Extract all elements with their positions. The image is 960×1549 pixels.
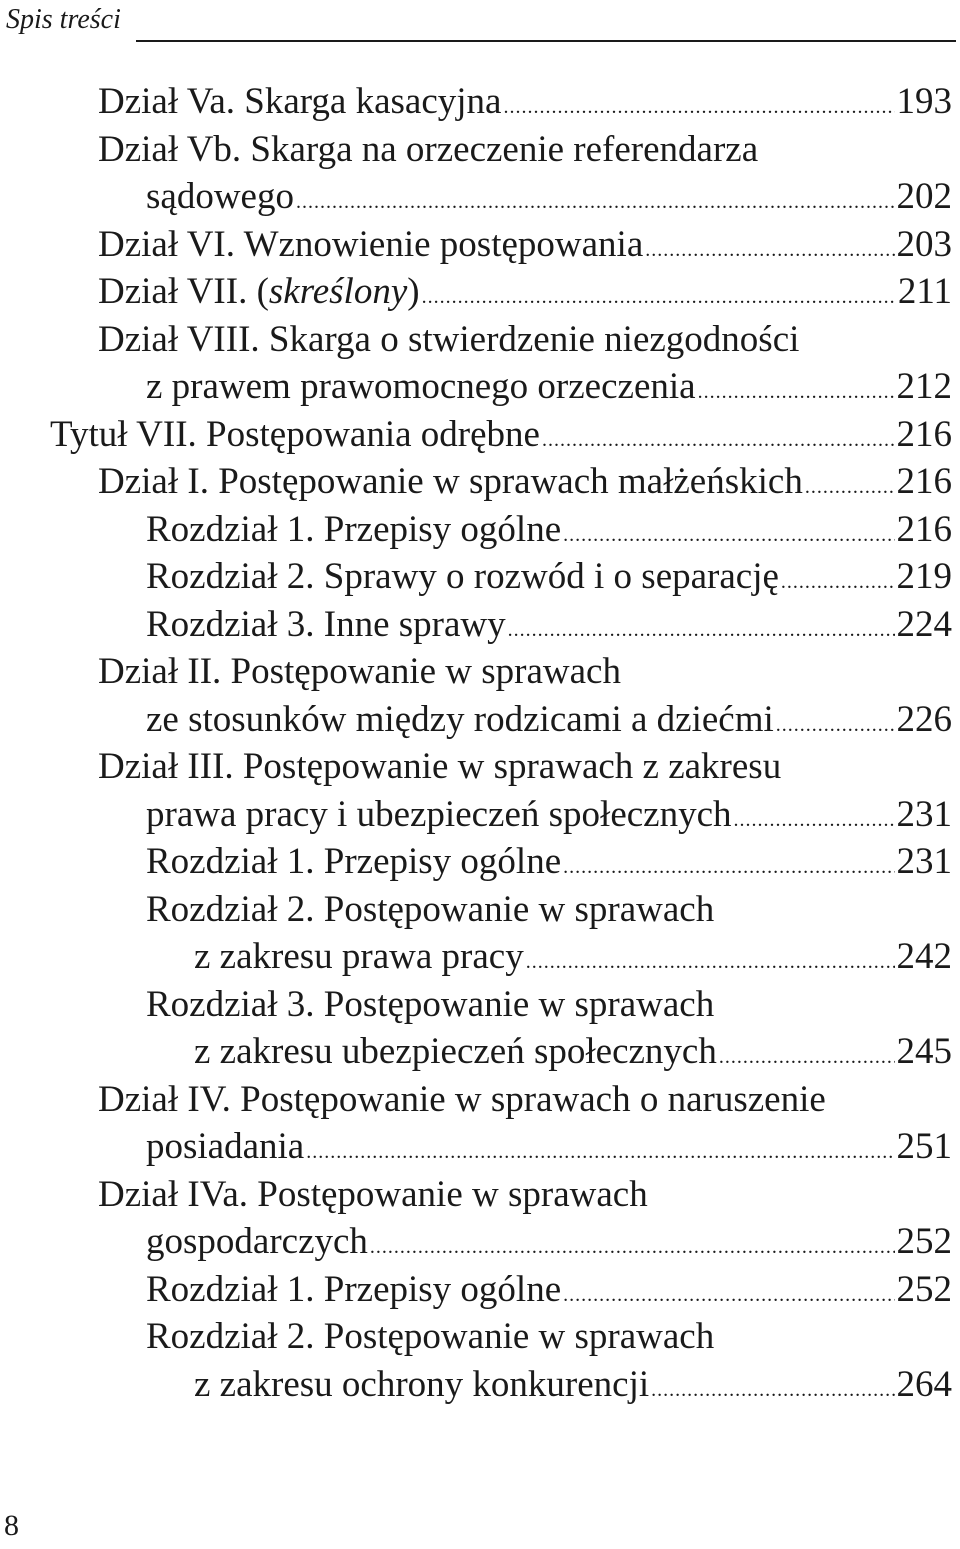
toc-entry-label: z prawem prawomocnego orzeczenia — [146, 366, 696, 407]
toc-entry-page: 203 — [896, 223, 952, 265]
toc-entry-label — [98, 268, 420, 316]
toc-entry-label: prawa pracy i ubezpieczeń społecznych — [146, 793, 732, 835]
toc-entry-page: 224 — [896, 603, 952, 645]
toc-dot-leader — [542, 417, 895, 465]
page-number: 8 — [4, 1509, 19, 1542]
toc-entry-label: Dział VIII. Skarga o stwierdzenie niezgodności — [98, 318, 800, 360]
toc-dot-leader — [719, 1034, 895, 1082]
toc-entry-label: Rozdział 2. Postępowanie w sprawach — [146, 888, 715, 930]
toc-dot-leader — [563, 512, 894, 560]
toc-dot-leader — [776, 702, 895, 750]
toc-entry — [0, 1076, 960, 1124]
toc-entry — [0, 316, 960, 364]
toc-entry-label: Rozdział 3. Inne sprawy — [146, 603, 506, 645]
toc-entry-label-prefix: Dział VII. ( — [98, 271, 269, 312]
toc-entry-page: 231 — [896, 841, 952, 882]
toc-dot-leader — [645, 227, 894, 275]
toc-entry — [0, 696, 960, 744]
toc-entry — [0, 553, 960, 601]
toc-entry — [0, 838, 960, 886]
toc-dot-leader — [651, 1367, 894, 1415]
toc-entry-label-suffix: ) — [407, 271, 420, 312]
toc-entry-page: 216 — [896, 413, 952, 455]
toc-entry-page: 242 — [896, 936, 952, 977]
toc-entry — [0, 126, 960, 174]
toc-entry-label: ze stosunków między rodzicami a dziećmi — [146, 698, 774, 740]
toc-entry-label: Dział III. Postępowanie w sprawach z zakresu — [98, 746, 782, 787]
toc-entry-page: 252 — [896, 1221, 952, 1262]
toc-entry-label: Dział II. Postępowanie w sprawach — [98, 651, 621, 692]
toc-entry-label-italic: skreślony — [268, 271, 408, 312]
toc-entry-label: Dział Vb. Skarga na orzeczenie referendarza — [98, 128, 759, 170]
toc-entry-page: 216 — [896, 461, 952, 502]
toc-entry-label: Tytuł VII. Postępowania odrębne — [50, 413, 540, 455]
toc-entry — [0, 1361, 960, 1409]
toc-dot-leader — [306, 1129, 894, 1177]
header-rule — [136, 40, 956, 42]
toc-entry-page: 216 — [896, 508, 952, 550]
toc-entry — [0, 173, 960, 221]
toc-entry-page: 231 — [896, 793, 952, 835]
toc-entry — [0, 1171, 960, 1219]
toc-entry — [0, 601, 960, 649]
toc-entry — [0, 78, 960, 126]
toc-dot-leader — [503, 84, 894, 132]
toc-entry-label: Rozdział 1. Przepisy ogólne — [146, 508, 562, 550]
toc-dot-leader — [734, 797, 895, 845]
toc-dot-leader — [370, 1224, 895, 1272]
toc-entry-page: 245 — [896, 1031, 952, 1072]
toc-entry-page: 219 — [896, 556, 952, 597]
toc-dot-leader — [296, 179, 895, 227]
toc-entry-label: gospodarczych — [146, 1221, 368, 1262]
toc-entry — [0, 1123, 960, 1171]
table-of-contents — [0, 78, 960, 1408]
toc-dot-leader — [422, 274, 896, 322]
toc-entry — [0, 1028, 960, 1076]
toc-entry — [0, 1313, 960, 1361]
toc-dot-leader — [781, 559, 895, 607]
toc-entry-page: 193 — [896, 81, 952, 122]
toc-dot-leader — [508, 607, 895, 655]
toc-entry-label: sądowego — [146, 176, 294, 217]
toc-entry — [0, 1266, 960, 1314]
toc-dot-leader — [805, 464, 895, 512]
toc-dot-leader — [563, 1272, 894, 1320]
toc-entry — [0, 981, 960, 1029]
toc-entry-label: Rozdział 2. Postępowanie w sprawach — [146, 1316, 715, 1357]
toc-entry-label: Rozdział 3. Postępowanie w sprawach — [146, 983, 715, 1025]
toc-entry-label: Dział IVa. Postępowanie w sprawach — [98, 1173, 648, 1215]
toc-entry-page: 226 — [896, 698, 952, 740]
toc-entry — [0, 221, 960, 269]
toc-entry-label: Rozdział 1. Przepisy ogólne — [146, 1268, 562, 1310]
toc-entry-page: 264 — [896, 1363, 952, 1405]
toc-entry-label: Dział I. Postępowanie w sprawach małżeńskich — [98, 461, 803, 502]
toc-entry-label: z zakresu ubezpieczeń społecznych — [194, 1031, 717, 1072]
toc-entry-label: Dział VI. Wznowienie postępowania — [98, 223, 644, 265]
toc-entry — [0, 268, 960, 316]
toc-entry — [0, 648, 960, 696]
toc-entry-page: 202 — [896, 176, 952, 217]
toc-entry — [0, 933, 960, 981]
toc-entry — [0, 886, 960, 934]
toc-entry — [0, 1218, 960, 1266]
toc-entry — [0, 743, 960, 791]
toc-entry — [0, 458, 960, 506]
running-header-title: Spis treści — [6, 4, 121, 35]
toc-entry-label: z zakresu prawa pracy — [194, 936, 524, 977]
toc-entry-page: 211 — [897, 271, 952, 312]
toc-entry-label: Rozdział 1. Przepisy ogólne — [146, 841, 562, 882]
toc-entry-label: posiadania — [146, 1126, 305, 1167]
toc-entry-page: 212 — [896, 366, 952, 407]
toc-entry — [0, 411, 960, 459]
toc-entry-page: 252 — [896, 1268, 952, 1310]
toc-dot-leader — [563, 844, 894, 892]
toc-entry-page: 251 — [896, 1126, 952, 1167]
toc-entry — [0, 363, 960, 411]
toc-entry — [0, 791, 960, 839]
toc-entry-label: z zakresu ochrony konkurencji — [194, 1363, 650, 1405]
toc-entry-label: Rozdział 2. Sprawy o rozwód i o separację — [146, 556, 779, 597]
toc-dot-leader — [698, 369, 895, 417]
toc-entry-label: Dział Va. Skarga kasacyjna — [98, 81, 502, 122]
toc-dot-leader — [526, 939, 895, 987]
toc-entry — [0, 506, 960, 554]
toc-entry-label: Dział IV. Postępowanie w sprawach o naruszenie — [98, 1078, 826, 1120]
